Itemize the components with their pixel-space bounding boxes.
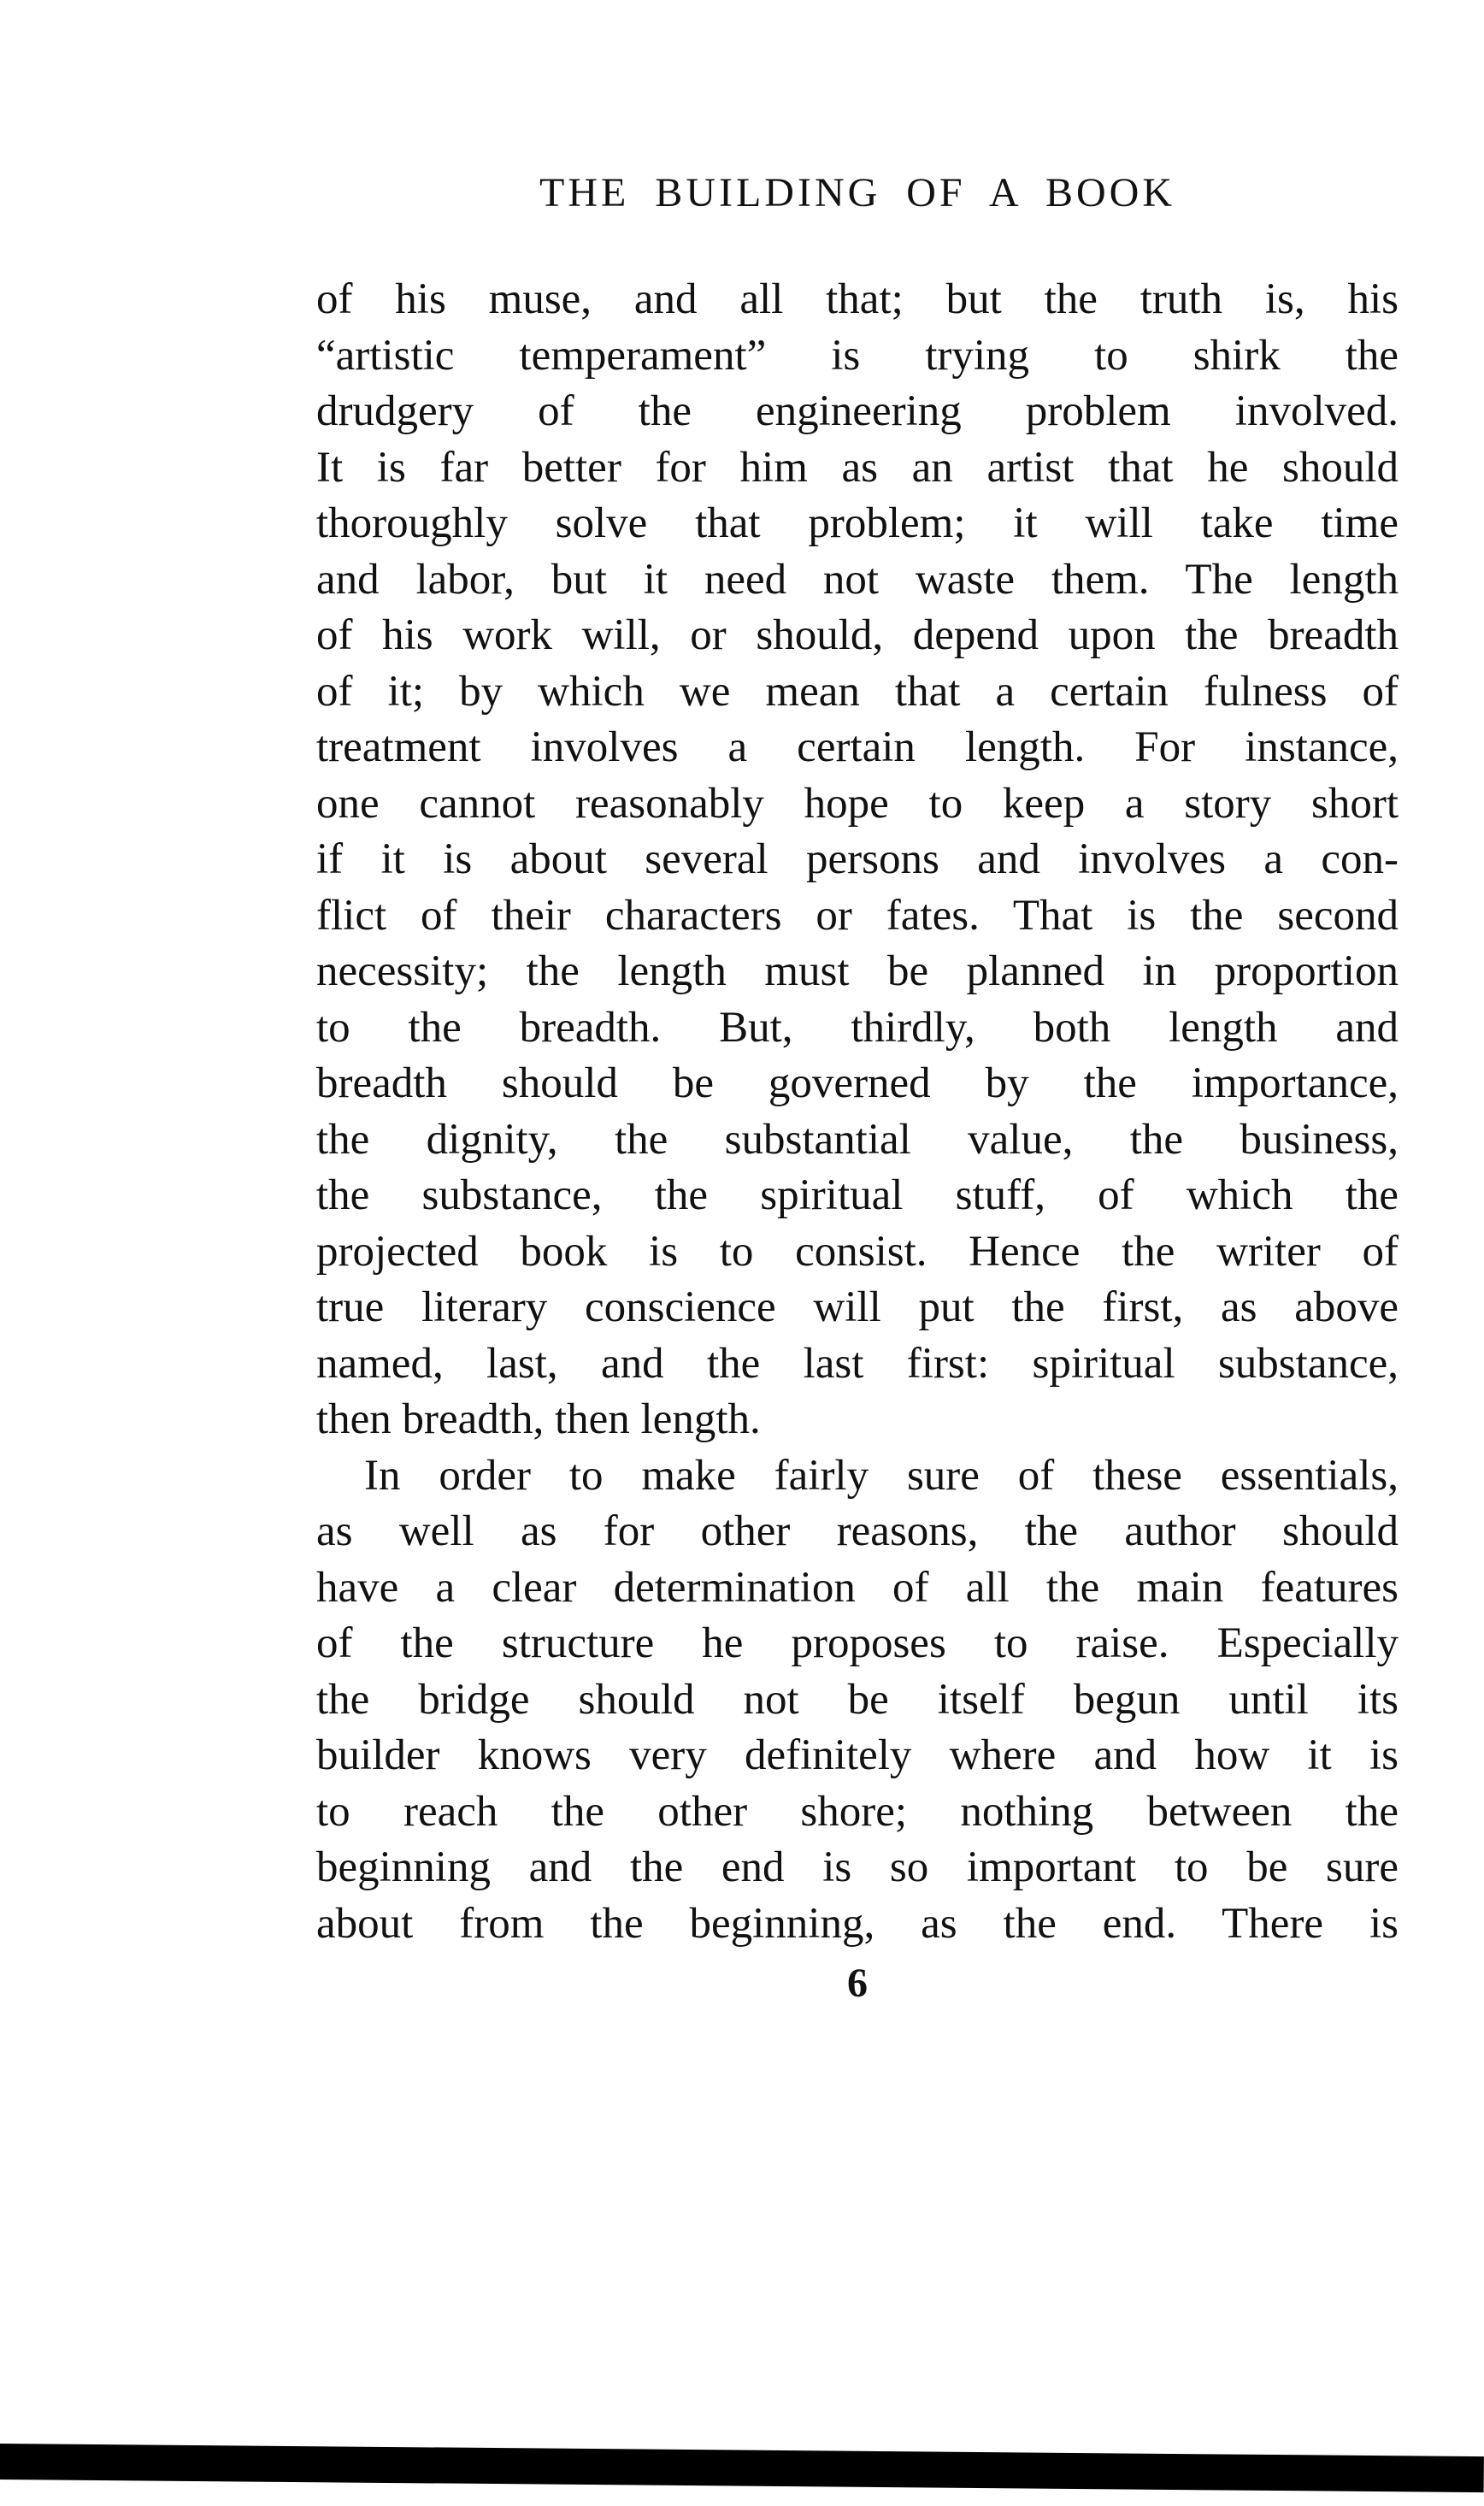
text-line: about from the beginning, as the end. There is: [316, 1899, 1399, 1948]
text-line: to the breadth. But, thirdly, both length and: [316, 1003, 1399, 1052]
running-head: THE BUILDING OF A BOOK: [539, 170, 1175, 215]
text-line: true literary conscience will put the first, as above: [316, 1283, 1399, 1331]
text-line: the substance, the spiritual stuff, of which the: [316, 1171, 1399, 1219]
text-line: thoroughly solve that problem; it will take time: [316, 499, 1399, 547]
text-line: “artistic temperament” is trying to shirk the: [316, 331, 1399, 380]
text-line: have a clear determination of all the main features: [316, 1563, 1399, 1612]
scan-edge-bar: [0, 2444, 1484, 2492]
text-line: the bridge should not be itself begun until its: [316, 1675, 1399, 1724]
text-line: the dignity, the substantial value, the business,: [316, 1115, 1399, 1164]
text-line: of it; by which we mean that a certain fulness of: [316, 667, 1399, 716]
text-line: to reach the other shore; nothing between the: [316, 1787, 1399, 1836]
text-line: builder knows very definitely where and how it is: [316, 1731, 1399, 1779]
text-line: It is far better for him as an artist that he should: [316, 443, 1399, 492]
text-line: of his work will, or should, depend upon the breadth: [316, 611, 1399, 659]
text-line: of his muse, and all that; but the truth is, his: [316, 275, 1399, 323]
paragraph-end-line: then breadth, then length.: [316, 1395, 761, 1443]
text-line: of the structure he proposes to raise. Especially: [316, 1619, 1399, 1667]
paragraph-start-line: In order to make fairly sure of these essentials,: [364, 1451, 1399, 1500]
text-line: beginning and the end is so important to be sure: [316, 1843, 1399, 1891]
page-number: 6: [847, 1961, 868, 2006]
text-line: as well as for other reasons, the author should: [316, 1507, 1399, 1555]
text-line: treatment involves a certain length. For instance,: [316, 723, 1399, 771]
body-text: [316, 272, 1399, 1952]
text-line: named, last, and the last first: spiritual substance,: [316, 1339, 1399, 1388]
text-line: projected book is to consist. Hence the writer of: [316, 1227, 1399, 1276]
text-line: drudgery of the engineering problem involved.: [316, 387, 1399, 435]
text-line: flict of their characters or fates. That is the second: [316, 891, 1399, 940]
text-line: and labor, but it need not waste them. The length: [316, 555, 1399, 604]
text-line: if it is about several persons and involves a con-: [316, 835, 1399, 883]
text-line: necessity; the length must be planned in proportion: [316, 947, 1399, 995]
text-line: breadth should be governed by the importance,: [316, 1059, 1399, 1107]
text-line: one cannot reasonably hope to keep a story short: [316, 779, 1399, 828]
